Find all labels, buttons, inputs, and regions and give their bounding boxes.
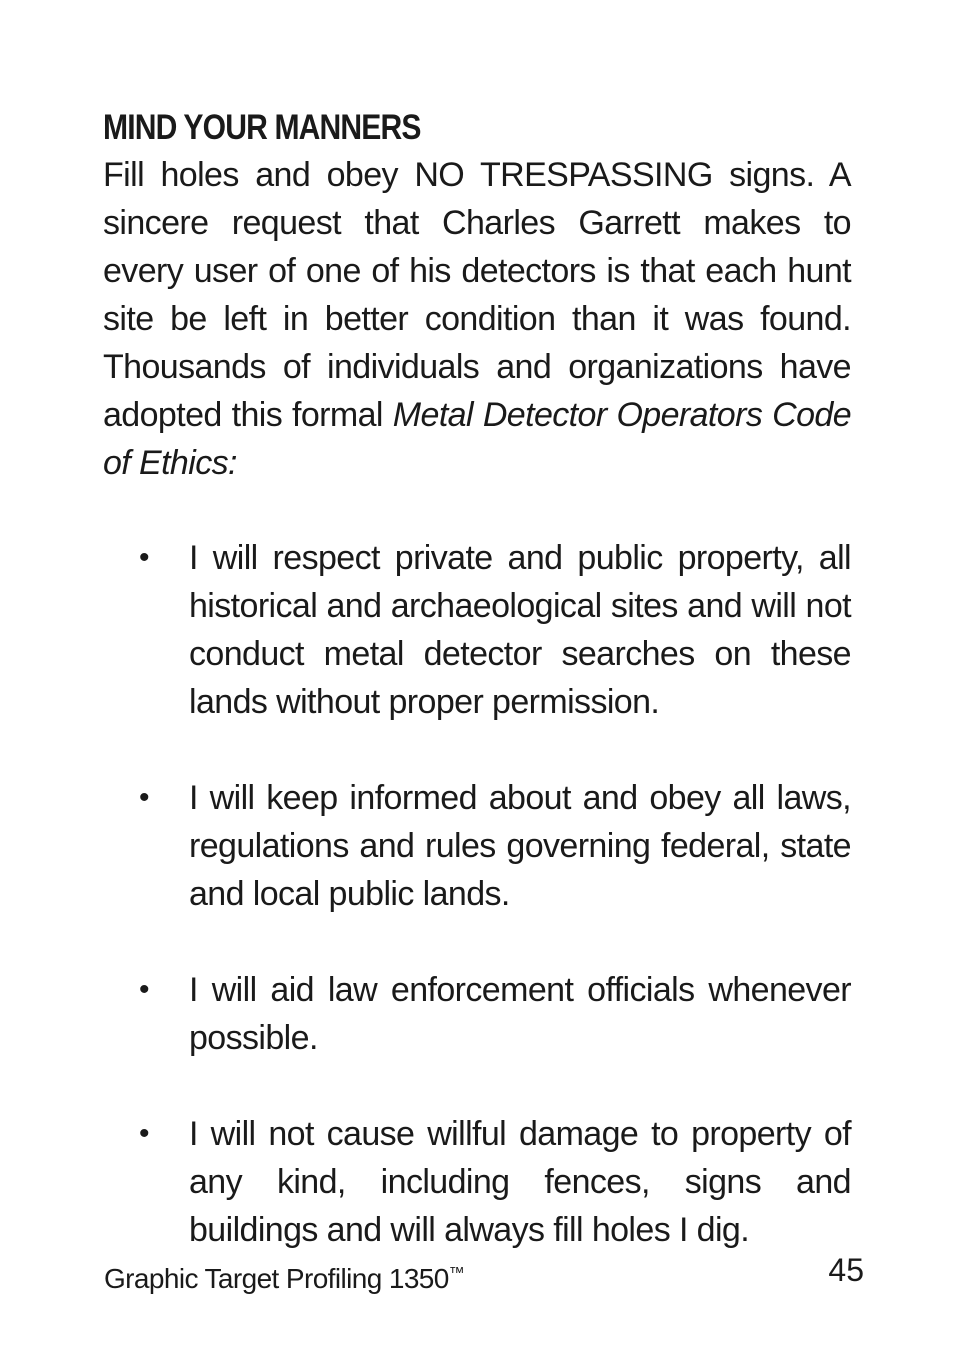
bullet-icon: • (139, 781, 150, 814)
list-item (103, 1110, 851, 1254)
intro-paragraph (103, 151, 851, 487)
list-item (103, 774, 851, 918)
bullet-icon: • (139, 973, 150, 1006)
list-item (103, 534, 851, 726)
section-heading: MIND YOUR MANNERS (103, 108, 421, 147)
footer-title (104, 1254, 464, 1299)
list-item-text: I will aid law enforcement officials whenever possible. (189, 971, 851, 1057)
page-number: 45 (828, 1252, 864, 1288)
page-content (103, 104, 851, 1254)
bullet-icon: • (139, 1117, 150, 1150)
code-of-ethics-title: Metal Detector Operators Code of Ethics: (103, 396, 851, 482)
list-item-text: I will keep informed about and obey all laws, regulations and rules governing federal, state and local public lands. (189, 779, 851, 913)
trademark-symbol: ™ (448, 1265, 465, 1282)
list-item (103, 966, 851, 1062)
bullet-icon: • (139, 541, 150, 574)
list-item-text: I will not cause willful damage to property of any kind, including fences, signs and buildings and will always fill holes I dig. (189, 1115, 851, 1249)
list-item-text: I will respect private and public property, all historical and archaeological sites and will not conduct metal detector searches on these lands without proper permission. (189, 539, 851, 721)
intro-text: Fill holes and obey NO TRESPASSING signs. A sincere request that Charles Garrett makes to every user of one of his detectors is that each hunt site be left in better condition than it was found. Thousands of individuals and organizations have adopted this formal (103, 156, 851, 434)
footer-title-text: Graphic Target Profiling 1350 (104, 1263, 449, 1294)
ethics-list (103, 534, 851, 1254)
